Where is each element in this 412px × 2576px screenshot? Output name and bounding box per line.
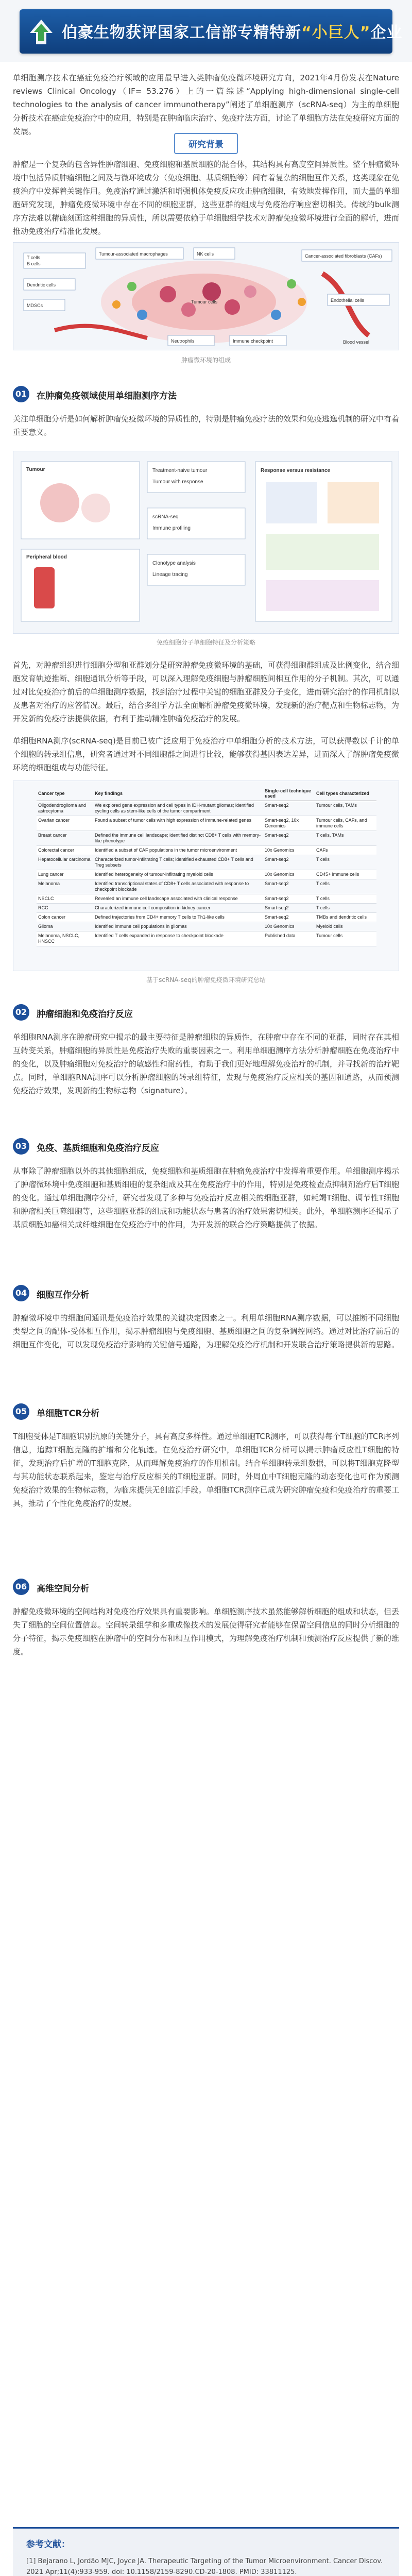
table-cell: Smart-seq2 [263, 801, 315, 816]
table-cell: Defined trajectories from CD4+ memory T cells to Th1-like cells [93, 913, 263, 922]
table-cell: NSCLC [37, 894, 93, 904]
table-cell: Colorectal cancer [37, 846, 93, 855]
table-cell: CAFs [315, 846, 376, 855]
tme-label-b-cells: B cells [27, 261, 41, 266]
tme-label-nk: NK cells [197, 251, 214, 257]
table-cell: RCC [37, 904, 93, 913]
section-4-paragraph: 肿瘤微环境中的细胞间通讯是免疫治疗效果的关键决定因素之一。利用单细胞RNA测序数据，可以推断不同细胞类型之间的配体-受体相互作用，揭示肿瘤细胞与免疫细胞、基质细胞之间的复杂调控网络。通过对比治疗前后的细胞互作变化，可以发现免疫治疗影响的关键信号通路，为理解免疫治疗机制和开发联合治疗策略提供新的思路。 [13, 1313, 400, 1349]
section-2-number: 02 [13, 1004, 29, 1021]
section-1-paragraph-3: 单细胞RNA测序(scRNA-seq)是目前已被广泛应用于免疫治疗中单细胞分析的技术方法，可以获得数以千计的单个细胞的转录组信息，研究者通过对不同细胞群之间进行比较，能够获得基因表达差异，进而深入了解肿瘤免疫微环境的细胞组成与功能特征。 [13, 736, 400, 772]
section-1-intro: 关注单细胞分析是如何解析肿瘤免疫微环境的异质性的，特别是肿瘤免疫疗法的效果和免疫逃逸机制的研究中有着重要意义。 [13, 414, 400, 437]
table-cell: T cells [315, 904, 376, 913]
tme-illustration [13, 243, 400, 351]
summary-table-figure [13, 781, 399, 971]
section-2-paragraph: 单细胞RNA测序在肿瘤研究中揭示的最主要特征是肿瘤细胞的异质性，在肿瘤中存在不同的亚群，同时存在其相互转变关系，肿瘤细胞的异质性是免疫治疗失败的重要因素之一。利用单细胞测序方法分析肿瘤细胞在免疫治疗中的变化，以及肿瘤细胞对免疫治疗的敏感性和耐药性，有助于我们更好地理解免疫治疗的机制，并寻找新的治疗靶点。同时，单细胞RNA测序可以分析肿瘤细胞的转录组特征，发现与免疫治疗反应相关的基因和通路，从而预测免疫治疗效果，发现新的生物标志物（signature）。 [13, 1032, 400, 1095]
table-row [37, 801, 376, 816]
tme-label-dc: Dendritic cells [27, 282, 56, 287]
table-row [37, 879, 376, 894]
table-cell: 10x Genomics [263, 870, 315, 879]
strategy-tumour-label: Tumour [26, 467, 45, 472]
table-cell: Characterized immune cell composition in kidney cancer [93, 904, 263, 913]
background-paragraph: 肿瘤是一个复杂的包含异性肿瘤细胞、免疫细胞和基质细胞的混合体，其结构具有高度空间异质性。整个肿瘤微环境中包括异质肿瘤细胞之间及与微环境成分（免疫细胞、基质细胞等）间有着复杂的细胞互作关系，这类现象在免疫治疗中发挥着关键作用。免疫治疗通过激活和增强机体免疫反应攻击肿瘤细胞，有效地发挥作用，而大量的单细胞研究发现，肿瘤免疫微环境中存在不同的细胞亚群，这些亚群的组成与免疫治疗响应密切相关。传统的bulk测序方法难以精确刻画这种细胞的异质性，所以需要依赖于单细胞组学技术对肿瘤免疫微环境进行全面的解析，进而推动免疫治疗精准化发展。 [13, 160, 400, 236]
table-cell: Hepatocellular carcinoma [37, 855, 93, 870]
strategy-illustration [13, 451, 400, 634]
table-header-technique: Single-cell technique used [263, 786, 315, 801]
table-cell: Myeloid cells [315, 922, 376, 931]
table-cell: Smart-seq2 [263, 894, 315, 904]
section-4-title: 细胞互作分析 [37, 1290, 89, 1300]
strategy-response-label: Tumour with response [152, 479, 203, 485]
section-2-header [13, 1002, 399, 1023]
section-4-header [13, 1283, 399, 1303]
table-cell: 10x Genomics [263, 846, 315, 855]
table-cell: Breast cancer [37, 831, 93, 846]
tme-label-t-cells: T cells [27, 255, 40, 260]
summary-table-caption: 基于scRNA-seq的肿瘤免疫微环境研究总结 [146, 976, 266, 984]
section-3-title: 免疫、基质细胞和免疫治疗反应 [37, 1143, 159, 1154]
strategy-resistance-label: Response versus resistance [261, 468, 331, 473]
table-cell: We explored gene expression and cell types in IDH-mutant gliomas; identified cycling cells as stem-like cells of the tumor compartment [93, 801, 263, 816]
references-box [13, 2527, 399, 2576]
table-cell: Tumour cells, TAMs [315, 801, 376, 816]
table-cell: Ovarian cancer [37, 816, 93, 831]
table-row [37, 922, 376, 931]
table-header-key-findings: Key findings [93, 786, 263, 801]
background-label: 研究背景 [174, 133, 238, 154]
section-6-header [13, 1577, 399, 1597]
table-row [37, 894, 376, 904]
tme-label-caf: Cancer-associated fibroblasts (CAFs) [305, 253, 382, 259]
table-cell: Tumour cells [315, 931, 376, 946]
table-row [37, 870, 376, 879]
section-3-header [13, 1136, 399, 1157]
table-cell: 10x Genomics [263, 922, 315, 931]
table-row [37, 846, 376, 855]
table-cell: T cells [315, 879, 376, 894]
table-cell: Oligodendroglioma and astrocytoma [37, 801, 93, 816]
table-cell: Melanoma [37, 879, 93, 894]
tme-label-mdsc: MDSCs [27, 303, 43, 308]
table-row [37, 816, 376, 831]
reference-item: [1] Bejarano L, Jordão MJC, Joyce JA. Therapeutic Targeting of the Tumor Microenvironment. Cancer Discov. 2021 Apr;11(4):933-959. doi: 10.1158/2159-8290.CD-20-1808. PMID: 33811125. [26, 2557, 383, 2576]
table-cell: Glioma [37, 922, 93, 931]
table-cell: Smart-seq2 [263, 913, 315, 922]
tme-label-tam: Tumour-associated macrophages [99, 251, 168, 257]
section-1-title: 在肿瘤免疫领域使用单细胞测序方法 [37, 391, 177, 401]
table-cell: Smart-seq2 [263, 879, 315, 894]
header-banner [0, 0, 412, 62]
section-6-number: 06 [13, 1579, 29, 1595]
banner-title: 伯豪生物获评国家工信部专精特新“小巨人”企业 [62, 24, 403, 42]
tme-label-endothelial: Endothelial cells [331, 298, 365, 303]
strategy-blood-label: Peripheral blood [26, 554, 67, 560]
tme-label-checkpoint: Immune checkpoint [233, 338, 273, 344]
table-cell: T cells [315, 894, 376, 904]
table-cell: Identified T cells expanded in response to checkpoint blockade [93, 931, 263, 946]
section-5-header [13, 1401, 399, 1422]
table-row [37, 855, 376, 870]
section-6-paragraph: 肿瘤免疫微环境的空间结构对免疫治疗效果具有重要影响。单细胞测序技术虽然能够解析细胞的组成和状态，但丢失了细胞的空间位置信息。空间转录组学和多重成像技术的发展使得研究者能够在保留空间信息的同时分析细胞的分子特征，揭示免疫细胞在肿瘤中的空间分布和相互作用模式，为理解免疫治疗机制和预测治疗反应提供了新的维度。 [13, 1607, 400, 1656]
strategy-figure-caption: 免疫细胞分子单细胞特征及分析策略 [156, 639, 255, 646]
section-5-title: 单细胞TCR分析 [37, 1409, 100, 1419]
upward-arrow-logo-icon [27, 18, 56, 46]
section-1-number: 01 [13, 386, 29, 402]
table-row [37, 931, 376, 946]
tme-label-vessel: Blood vessel [343, 340, 370, 345]
section-1-header [13, 384, 399, 404]
summary-table-body [37, 801, 376, 946]
table-cell: T cells [315, 855, 376, 870]
section-3-paragraph: 从事除了肿瘤细胞以外的其他细胞组成，免疫细胞和基质细胞在肿瘤免疫治疗中发挥着重要作用。单细胞测序揭示了肿瘤微环境中免疫细胞和基质细胞的复杂组成及其在免疫治疗中的作用，特别是免疫检查点抑制剂治疗后T细胞的变化。通过单细胞测序分析，研究者发现了多种与免疫治疗反应相关的细胞亚群，如耗竭T细胞、调节性T细胞和肿瘤相关巨噬细胞等，这些细胞亚群的组成和功能状态与患者的治疗效果密切相关。此外，单细胞测序还揭示了基质细胞如癌相关成纤维细胞在免疫治疗中的作用，为开发新的联合治疗策略提供了依据。 [13, 1166, 400, 1229]
table-cell: Found a subset of tumor cells with high expression of immune-related genes [93, 816, 263, 831]
table-cell: Revealed an immune cell landscape associated with clinical response [93, 894, 263, 904]
strategy-profiling-label: Immune profiling [152, 526, 191, 531]
table-cell: CD45+ immune cells [315, 870, 376, 879]
table-row [37, 831, 376, 846]
section-4-number: 04 [13, 1285, 29, 1301]
table-cell: T cells, TAMs [315, 831, 376, 846]
table-cell: Lung cancer [37, 870, 93, 879]
strategy-clonotype-label: Clonotype analysis [152, 561, 196, 566]
intro-paragraph: 单细胞测序技术在癌症免疫治疗领域的应用最早进入类肿瘤免疫微环境研究方向，2021年4月份发表在Nature reviews Clinical Oncology（IF= 53.276）上的一篇综述“Applying high-dimensional single-cell technologies to the analysis of cancer immunotherapy”阐述了单细胞测序（scRNA-seq）为主的单细胞分析技术在癌症免疫治疗中的应用，特别是在肿瘤临床治疗、免疫疗法方面，讨论了单细胞方法在免疫研究方面的发展。 [13, 73, 400, 136]
summary-table [37, 786, 376, 946]
references-title: 参考文献： [26, 2539, 70, 2550]
table-cell: Smart-seq2 [263, 904, 315, 913]
table-header-cancer-type: Cancer type [37, 786, 93, 801]
strategy-scrna-label: scRNA-seq [152, 514, 179, 520]
strategy-naive-label: Treatment-naive tumour [152, 468, 208, 473]
strategy-lineage-label: Lineage tracing [152, 572, 188, 578]
table-cell: Melanoma, NSCLC, HNSCC [37, 931, 93, 946]
section-3-number: 03 [13, 1138, 29, 1155]
section-2-title: 肿瘤细胞和免疫治疗反应 [37, 1009, 133, 1020]
tme-figure-caption: 肿瘤微环境的组成 [181, 357, 231, 364]
strategy-figure [13, 451, 399, 634]
table-cell: Smart-seq2 [263, 855, 315, 870]
table-cell: Smart-seq2 [263, 831, 315, 846]
section-5-number: 05 [13, 1403, 29, 1420]
tme-label-tumour: Tumour cells [191, 299, 218, 304]
section-1-paragraph-2: 首先，对肿瘤组织进行细胞分型和亚群划分是研究肿瘤免疫微环境的基础，可获得细胞群组成及比例变化，结合细胞发育轨迹推断、细胞通讯分析等手段，可以深入理解免疫细胞与肿瘤细胞间相互作用的分子机制。其次，可以通过对比免疫治疗前后的单细胞测序数据，找到治疗过程中关键的细胞亚群及分子变化，进而研究治疗的作用机制以及患者对治疗的应答情况。最后，结合多组学方法全面解析肿瘤免疫微环境，发现新的治疗靶点和生物标志物，为开发新的免疫疗法提供依据，有利于推动精准肿瘤免疫治疗的发展。 [13, 660, 400, 723]
tme-figure [13, 242, 399, 350]
table-cell: Tumour cells, CAFs, and immune cells [315, 816, 376, 831]
table-cell: Published data [263, 931, 315, 946]
table-cell: Identified a subset of CAF populations in the tumor microenvironment [93, 846, 263, 855]
section-5-paragraph: T细胞受体是T细胞识别抗原的关键分子，具有高度多样性。通过单细胞TCR测序，可以获得每个T细胞的TCR序列信息，追踪T细胞克隆的扩增和分化轨迹。在免疫治疗研究中，单细胞TCR分析可以揭示肿瘤反应性T细胞的特征，发现治疗后扩增的T细胞克隆，从而理解免疫治疗的作用机制。结合单细胞转录组数据，可以将T细胞克隆型与其功能状态联系起来，鉴定与治疗反应相关的T细胞亚群。同时，外周血中T细胞克隆的动态变化也可作为预测免疫治疗效果的生物标志物，为临床提供无创监测手段。单细胞TCR测序已成为研究肿瘤免疫和免疫治疗的重要工具，推动了个性化免疫治疗的发展。 [13, 1432, 399, 1508]
table-cell: Identified immune cell populations in gliomas [93, 922, 263, 931]
background-label-wrap [0, 133, 412, 154]
table-cell: Colon cancer [37, 913, 93, 922]
table-row [37, 904, 376, 913]
table-header-cell-types: Cell types characterized [315, 786, 376, 801]
table-cell: Defined the immune cell landscape; identified distinct CD8+ T cells with memory-like phenotype [93, 831, 263, 846]
table-cell: Characterized tumor-infiltrating T cells; identified exhausted CD8+ T cells and Treg subsets [93, 855, 263, 870]
table-cell: Smart-seq2, 10x Genomics [263, 816, 315, 831]
table-cell: TMBs and dendritic cells [315, 913, 376, 922]
section-6-title: 高维空间分析 [37, 1584, 89, 1594]
table-cell: Identified transcriptional states of CD8+ T cells associated with response to checkpoint blockade [93, 879, 263, 894]
table-cell: Identified heterogeneity of tumour-infiltrating myeloid cells [93, 870, 263, 879]
table-row [37, 913, 376, 922]
summary-table-header-row [37, 786, 376, 801]
tme-label-neutrophils: Neutrophils [171, 338, 195, 344]
